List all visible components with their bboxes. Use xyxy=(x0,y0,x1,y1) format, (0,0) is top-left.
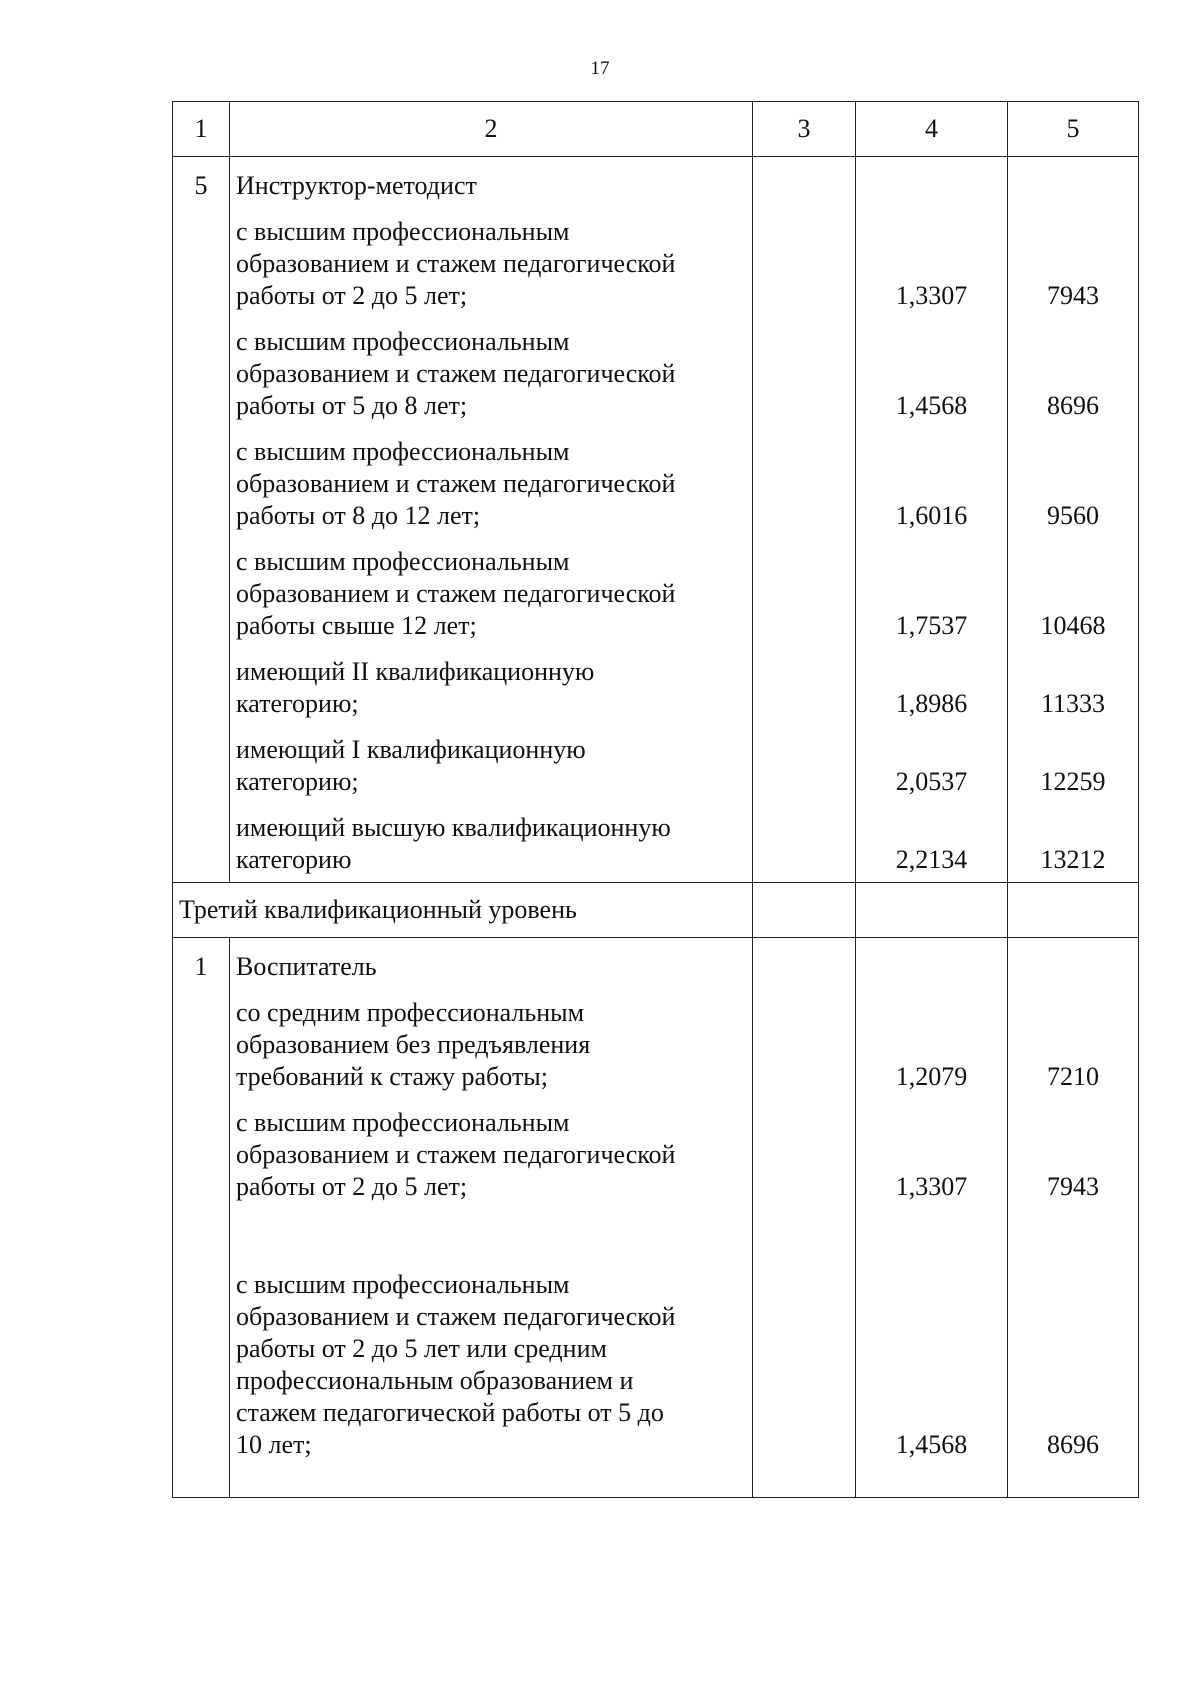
salary-value: 9560 xyxy=(1047,501,1099,530)
header-cell: 1 xyxy=(173,102,230,157)
empty-cell xyxy=(753,157,856,883)
salary-value: 7210 xyxy=(1047,1062,1099,1091)
position-title: Инструктор-методист xyxy=(236,171,477,200)
item-text-line: с высшим профессиональным xyxy=(236,217,570,246)
item-text-line: с высшим профессиональным xyxy=(236,1270,570,1299)
coefficient-value: 1,3307 xyxy=(895,1172,968,1201)
header-cell: 4 xyxy=(856,102,1008,157)
coefficient-value: 1,7537 xyxy=(895,611,968,640)
qualification-level-cell xyxy=(173,883,753,938)
salary-value: 8696 xyxy=(1047,391,1099,420)
salary-value: 11333 xyxy=(1040,689,1106,718)
qualification-item xyxy=(230,1107,752,1203)
item-text-line: образованием и стажем педагогической xyxy=(236,579,676,608)
table-header-row xyxy=(173,102,1139,157)
item-text-line: образованием и стажем педагогической xyxy=(236,1302,676,1331)
position-row xyxy=(173,157,1139,883)
qualification-item xyxy=(230,216,752,312)
item-text-line: имеющий II квалификационную xyxy=(236,657,595,686)
salary-value: 12259 xyxy=(1040,767,1106,796)
item-text-line: требований к стажу работы; xyxy=(236,1062,548,1091)
position-number: 1 xyxy=(173,938,230,1498)
coefficient-cell xyxy=(856,938,1008,1498)
coefficient-value: 1,4568 xyxy=(895,1430,968,1459)
item-text-line: с высшим профессиональным xyxy=(236,547,570,576)
item-text-line: с высшим профессиональным xyxy=(236,327,570,356)
header-cell: 3 xyxy=(753,102,856,157)
item-text-line: образованием без предъявления xyxy=(236,1030,591,1059)
item-text-line: образованием и стажем педагогической xyxy=(236,249,676,278)
qualification-item xyxy=(230,812,752,876)
coefficient-value: 1,8986 xyxy=(895,689,968,718)
qualification-item xyxy=(230,997,752,1093)
item-text-line: с высшим профессиональным xyxy=(236,437,570,466)
empty-cell xyxy=(753,883,856,938)
salary-cell xyxy=(1008,938,1139,1498)
page-number: 17 xyxy=(590,58,610,79)
item-text-line: работы от 5 до 8 лет; xyxy=(236,391,468,420)
salary-value: 7943 xyxy=(1047,281,1099,310)
qualification-item xyxy=(230,436,752,532)
item-text-line: работы от 2 до 5 лет; xyxy=(236,281,468,310)
position-description-cell xyxy=(230,157,753,883)
empty-cell xyxy=(856,883,1008,938)
coefficient-value: 1,3307 xyxy=(895,281,968,310)
item-text-line: образованием и стажем педагогической xyxy=(236,469,676,498)
item-text-line: работы от 2 до 5 лет; xyxy=(236,1172,468,1201)
salary-value: 10468 xyxy=(1040,611,1106,640)
item-text-line: имеющий высшую квалификационную xyxy=(236,813,671,842)
position-description-cell xyxy=(230,938,753,1498)
qualification-level-title: Третий квалификационный уровень xyxy=(179,895,577,924)
item-text-line: категорию; xyxy=(236,767,359,796)
empty-cell xyxy=(753,938,856,1498)
coefficient-cell xyxy=(856,157,1008,883)
salary-cell xyxy=(1008,157,1139,883)
item-text-line: работы от 2 до 5 лет или средним xyxy=(236,1334,607,1363)
item-text-line: 10 лет; xyxy=(236,1430,312,1459)
item-text-line: образованием и стажем педагогической xyxy=(236,359,676,388)
qualification-item xyxy=(230,1269,752,1461)
item-text-line: категорию; xyxy=(236,689,359,718)
qualification-item xyxy=(230,326,752,422)
header-cell: 5 xyxy=(1008,102,1139,157)
salary-value: 7943 xyxy=(1047,1172,1099,1201)
item-text-line: образованием и стажем педагогической xyxy=(236,1140,676,1169)
item-text-line: работы от 8 до 12 лет; xyxy=(236,501,481,530)
item-text-line: работы свыше 12 лет; xyxy=(236,611,477,640)
item-text-line: имеющий I квалификационную xyxy=(236,735,586,764)
item-text-line: стажем педагогической работы от 5 до xyxy=(236,1398,664,1427)
position-row xyxy=(173,938,1139,1498)
coefficient-value: 1,6016 xyxy=(895,501,968,530)
salary-table xyxy=(172,101,1138,1498)
coefficient-value: 2,2134 xyxy=(895,845,968,874)
item-text-line: с высшим профессиональным xyxy=(236,1108,570,1137)
coefficient-value: 2,0537 xyxy=(895,767,968,796)
qualification-level-row xyxy=(173,883,1139,938)
item-text-line: категорию xyxy=(236,845,352,874)
salary-value: 8696 xyxy=(1047,1430,1099,1459)
qualification-item xyxy=(230,734,752,798)
position-title: Воспитатель xyxy=(236,952,377,981)
position-number: 5 xyxy=(173,157,230,883)
qualification-item xyxy=(230,656,752,720)
coefficient-value: 1,4568 xyxy=(895,391,968,420)
coefficient-value: 1,2079 xyxy=(895,1062,968,1091)
item-text-line: со средним профессиональным xyxy=(236,998,585,1027)
qualification-item xyxy=(230,546,752,642)
item-text-line: профессиональным образованием и xyxy=(236,1366,634,1395)
salary-value: 13212 xyxy=(1040,845,1106,874)
empty-cell xyxy=(1008,883,1139,938)
header-cell: 2 xyxy=(230,102,753,157)
